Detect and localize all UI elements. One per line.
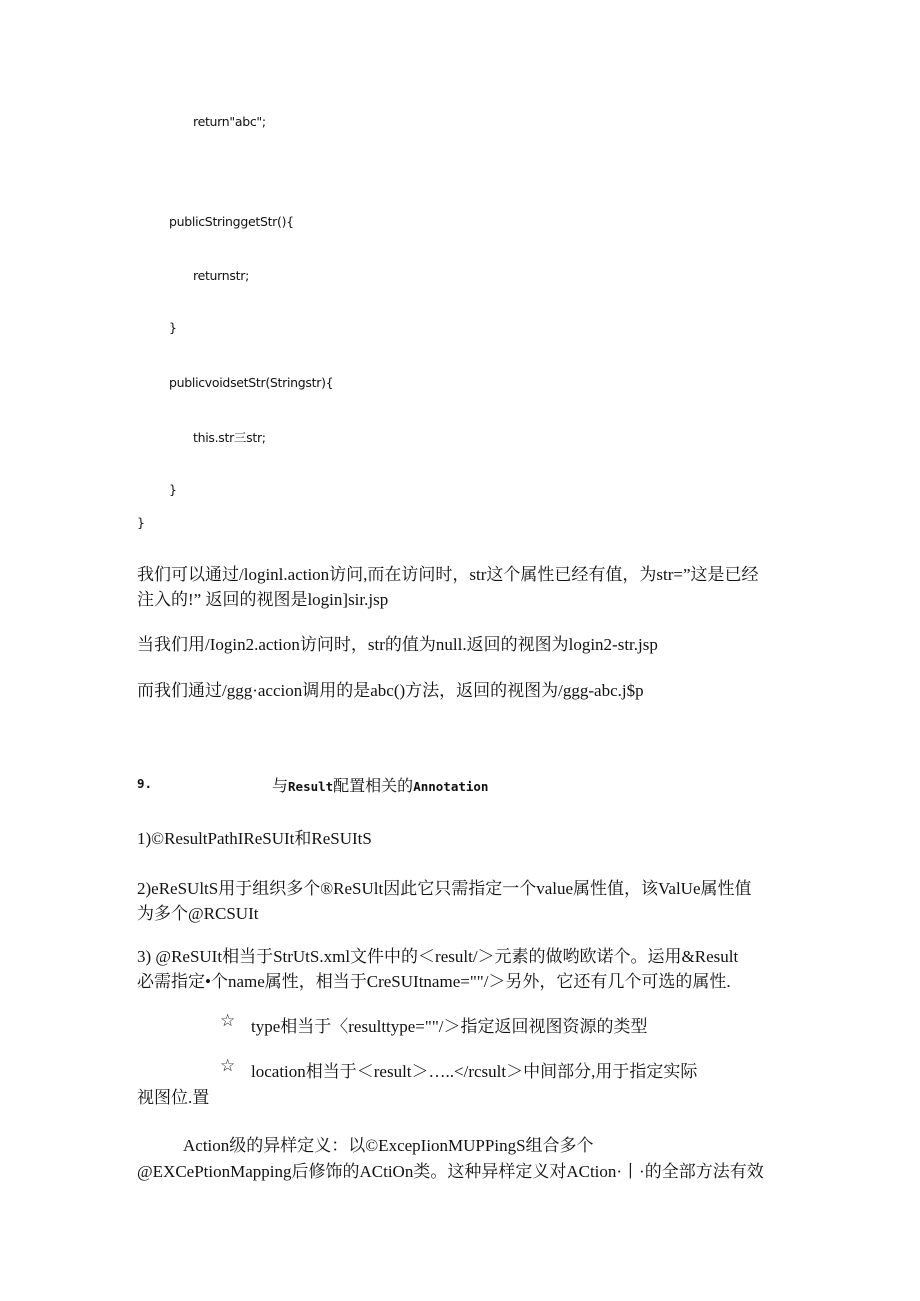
- section-number: 9.: [137, 776, 153, 791]
- item-3-line1: 3) @ReSUIt相当于StrUtS.xml文件中的＜result/＞元素的做哟欧诺个。运用&Result: [137, 947, 739, 966]
- code-line-setstr-signature: publicvoidsetStr(Stringstr){: [169, 375, 334, 390]
- section-title-part: 与: [272, 776, 289, 795]
- bullet-location-line2: 视图位.置: [137, 1088, 210, 1107]
- star-bullet-icon: ☆: [220, 1056, 236, 1076]
- paragraph-login1-line2: 注入的!” 返回的视图是login]sir.jsp: [137, 590, 389, 609]
- item-2-line2: 为多个@RCSUIt: [137, 904, 259, 923]
- paragraph-login2: 当我们用/Iogin2.action访问时，str的值为null.返回的视图为login2-str.jsp: [137, 635, 658, 654]
- section-title-part: 配置相关的: [333, 776, 414, 795]
- paragraph-ggg: 而我们通过/ggg·accion调用的是abc()方法，返回的视图为/ggg-abc.j$p: [137, 681, 644, 700]
- section-title-result: Result: [288, 779, 334, 794]
- item-1: 1)©ResultPathIReSUIt和ReSUItS: [137, 829, 372, 848]
- code-line-return-str: returnstr;: [193, 268, 249, 283]
- section-title: [272, 773, 488, 796]
- item-2-line1: 2)eReSUltS用于组织多个®ReSUlt因此它只需指定一个value属性值，该ValUe属性值: [137, 879, 752, 898]
- paragraph-login1-line1: 我们可以通过/loginl.action访问,而在访问时，str这个属性已经有值，为str=”这是已经: [137, 565, 759, 584]
- bullet-type: type相当于〈resulttype=""/＞指定返回视图资源的类型: [251, 1017, 648, 1036]
- section-title-annotation: Annotation: [413, 779, 489, 794]
- closing-line1: Action级的异样定义：以©ExcepIionMUPPingS组合多个: [183, 1136, 594, 1155]
- item-3-line2: 必需指定•个name属性，相当于CreSUItname=""/＞另外，它还有几个可选的属性.: [137, 972, 731, 991]
- star-bullet-icon: ☆: [220, 1011, 236, 1031]
- closing-line2: @EXCePtionMapping后修饰的ACtiOn类。这种异样定义对ACtion·丨·的全部方法有效: [137, 1162, 764, 1181]
- code-line-close-brace: }: [169, 320, 177, 335]
- section-heading: [137, 775, 152, 793]
- code-line-close-brace: }: [169, 482, 177, 497]
- code-line-getstr-signature: publicStringgetStr(){: [169, 214, 294, 229]
- code-line-this-str-assign: this.str三str;: [193, 430, 266, 445]
- code-line-class-close-brace: }: [137, 515, 145, 530]
- bullet-location-line1: location相当于＜result＞…..</rcsult＞中间部分,用于指定实际: [251, 1062, 698, 1081]
- code-line-return-abc: return"abc";: [193, 114, 266, 129]
